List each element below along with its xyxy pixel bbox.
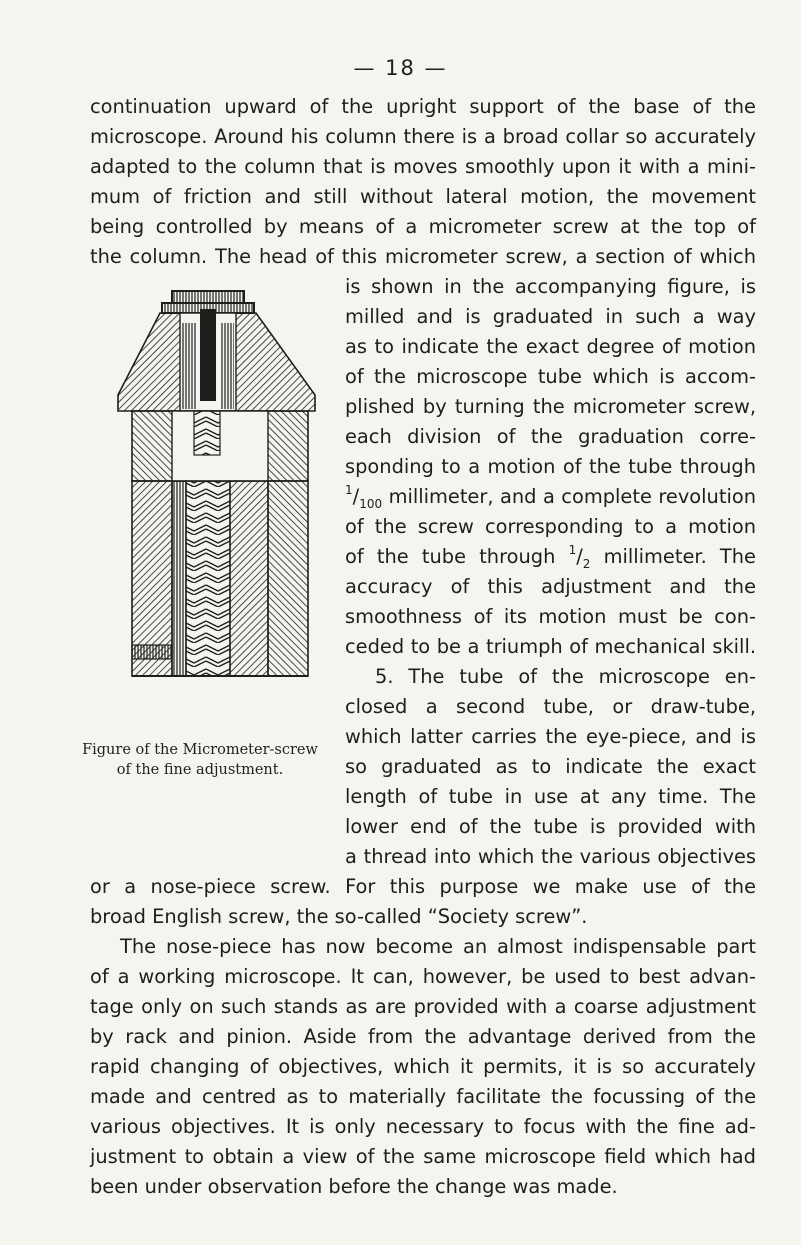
figure-caption-line-2: of the fine adjustment.: [116, 762, 284, 778]
text-line: a thread into which the various objectives: [345, 845, 756, 868]
micrometer-screw-figure: [110, 283, 340, 681]
text-line: of the microscope tube which is accom-: [345, 365, 756, 388]
text-line: milled and is graduated in such a way: [345, 305, 756, 328]
text-line: as to indicate the exact degree of motion: [345, 335, 756, 358]
fraction-numerator: 1: [568, 542, 577, 557]
fraction-numerator: 1: [345, 482, 353, 497]
fraction-denominator: 100: [359, 496, 383, 511]
section-heading-line: 5. The tube of the microscope en-: [375, 665, 756, 688]
fraction-line: $^1/_{100}$ millimeter, and a complete revolution: [345, 482, 756, 511]
fraction-line-rest: millimeter. The: [590, 545, 756, 568]
text-line: tage only on such stands as are provided with a coarse adjustment: [90, 995, 756, 1018]
text-line: plished by turning the micrometer screw,: [345, 395, 756, 418]
text-line: lower end of the tube is provided with: [345, 815, 756, 838]
text-line: which latter carries the eye-piece, and is: [345, 725, 756, 748]
fraction-line-pre: of the tube through: [345, 545, 569, 568]
text-line: accuracy of this adjustment and the: [345, 575, 756, 598]
page-number: — 18 —: [353, 56, 448, 80]
text-line: broad English screw, the so-called “Society screw”.: [90, 905, 588, 928]
fraction-denominator: 2: [582, 556, 591, 571]
fraction-line-rest: millimeter, and a complete revolution: [382, 485, 756, 508]
text-line: is shown in the accompanying figure, is: [345, 275, 756, 298]
text-line: by rack and pinion. Aside from the advantage derived from the: [90, 1025, 756, 1048]
figure-caption-line-1: Figure of the Micrometer-screw: [82, 742, 318, 758]
text-line: each division of the graduation corre-: [345, 425, 756, 448]
text-line: ceded to be a triumph of mechanical skill.: [345, 635, 756, 658]
paragraph-start-line: The nose-piece has now become an almost indispensable part: [120, 935, 756, 958]
text-line: so graduated as to indicate the exact: [345, 755, 756, 778]
text-line: smoothness of its motion must be con-: [345, 605, 756, 628]
fraction-line: of the tube through $^1/_2$ millimeter. The: [345, 542, 756, 571]
text-line: length of tube in use at any time. The: [345, 785, 756, 808]
text-line: of a working microscope. It can, however, be used to best advan-: [90, 965, 756, 988]
text-line: sponding to a motion of the tube through: [345, 455, 756, 478]
text-line: rapid changing of objectives, which it permits, it is so accurately: [90, 1055, 756, 1078]
micrometer-screw-section-drawing: [110, 283, 340, 681]
text-line: being controlled by means of a micrometer screw at the top of: [90, 215, 756, 238]
text-line: or a nose-piece screw. For this purpose we make use of the: [90, 875, 756, 898]
text-line: of the screw corresponding to a motion: [345, 515, 756, 538]
text-line: adapted to the column that is moves smoothly upon it with a mini-: [90, 155, 756, 178]
text-line: various objectives. It is only necessary to focus with the fine ad-: [90, 1115, 756, 1138]
text-line: made and centred as to materially facilitate the focussing of the: [90, 1085, 756, 1108]
text-line: been under observation before the change was made.: [90, 1175, 618, 1198]
text-line: microscope. Around his column there is a broad collar so accurately: [90, 125, 756, 148]
text-line: closed a second tube, or draw-tube,: [345, 695, 756, 718]
text-line: justment to obtain a view of the same microscope field which had: [90, 1145, 756, 1168]
text-line: the column. The head of this micrometer screw, a section of which: [90, 245, 756, 268]
text-line: mum of friction and still without lateral motion, the movement: [90, 185, 756, 208]
text-line: continuation upward of the upright support of the base of the: [90, 95, 756, 118]
